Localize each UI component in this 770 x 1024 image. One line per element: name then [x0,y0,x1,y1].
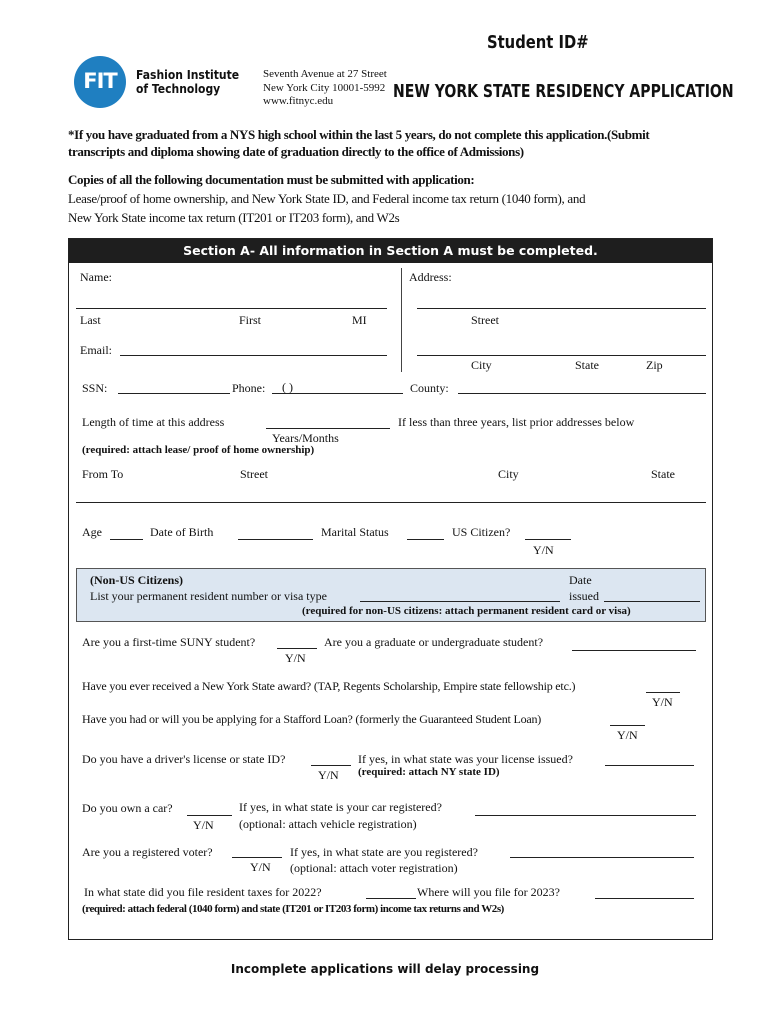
car-input[interactable] [187,815,232,816]
phone-label: Phone: [232,381,266,395]
city-label: City [471,358,492,372]
address-line3: www.fitnyc.edu [263,95,334,107]
license-input[interactable] [311,765,351,766]
years-months-label: Years/Months [272,431,339,445]
institute-line1: Fashion Institute [136,68,240,82]
first-name-label: First [239,313,262,327]
last-name-label: Last [80,313,101,327]
age-input[interactable] [110,539,143,540]
car-state-question: If yes, in what state is your car registered? [239,800,442,814]
issued-label: issued [569,589,599,603]
car-state-input[interactable] [475,815,696,816]
citizen-yn: Y/N [533,543,554,557]
non-us-required-note: (required for non-US citizens: attach permanent resident card or visa) [302,605,631,617]
state-label: State [575,358,599,372]
taxes-2023-input[interactable] [595,898,694,899]
voter-state-question: If yes, in what state are you registered? [290,845,478,859]
ssn-label: SSN: [82,381,108,395]
grad-question: Are you a graduate or undergraduate student? [324,635,544,649]
docs-line2: New York State income tax return (IT201 or IT203 form), and W2s [68,210,400,225]
citizen-input[interactable] [525,539,571,540]
docs-heading: Copies of all the following documentation must be submitted with application: [68,172,475,187]
date-label: Date [569,573,592,587]
non-us-heading: (Non-US Citizens) [90,573,183,587]
dob-input[interactable] [238,539,313,540]
stafford-question: Have you had or will you be applying for a Stafford Loan? (formerly the Guaranteed Student Loan) [82,712,542,726]
date-issued-input[interactable] [604,601,700,602]
institute-name [136,68,239,96]
suny-yn: Y/N [285,651,306,665]
voter-question: Are you a registered voter? [82,845,213,859]
city-state-zip-input[interactable] [417,355,706,356]
suny-input[interactable] [277,648,317,649]
marital-label: Marital Status [321,525,389,539]
section-a-banner: Section A- All information in Section A must be completed. [69,239,712,263]
license-yn: Y/N [318,768,339,782]
county-input[interactable] [458,393,706,394]
lease-required-note: (required: attach lease/ proof of home ownership) [82,444,315,456]
voter-optional-note: (optional: attach voter registration) [290,861,458,875]
stafford-yn: Y/N [617,728,638,742]
street-input[interactable] [417,308,706,309]
car-yn: Y/N [193,818,214,832]
length-input[interactable] [266,428,390,429]
phone-parens: ( ) [282,380,293,394]
marital-input[interactable] [407,539,444,540]
award-input[interactable] [646,692,680,693]
length-label: Length of time at this address [82,415,225,429]
institute-line2: of Technology [136,82,221,96]
prior-address-input[interactable] [76,502,706,503]
award-question: Have you ever received a New York State award? (TAP, Regents Scholarship, Empire state fellowship etc.) [82,679,576,693]
voter-state-input[interactable] [510,857,694,858]
prior-state-label: State [651,467,675,481]
institute-address [263,68,387,109]
license-question: Do you have a driver's license or state ID? [82,752,286,766]
name-label: Name: [80,270,112,284]
voter-input[interactable] [232,857,282,858]
taxes-question-2023: Where will you file for 2023? [417,885,560,899]
graduation-note [68,126,649,160]
docs-line1: Lease/proof of home ownership, and New York State ID, and Federal income tax return (1040 form), and [68,191,586,206]
license-required-note: (required: attach NY state ID) [358,766,500,778]
address-label: Address: [409,270,452,284]
logo-text: FIT [83,69,117,93]
documentation-block [68,170,585,227]
address-line2: New York City 10001-5992 [263,81,386,94]
email-input[interactable] [120,355,387,356]
student-id-label: Student ID# [487,32,589,53]
taxes-required-note: (required: attach federal (1040 form) and state (IT201 or IT203 form) income tax returns and W2s) [82,903,504,915]
suny-question: Are you a first-time SUNY student? [82,635,256,649]
voter-yn: Y/N [250,860,271,874]
note-line2: transcripts and diploma showing date of graduation directly to the office of Admissions) [68,144,524,159]
prior-city-label: City [498,467,519,481]
license-state-question: If yes, in what state was your license issued? [358,752,573,766]
incomplete-warning: Incomplete applications will delay processing [230,962,540,976]
form-title: NEW YORK STATE RESIDENCY APPLICATION [393,81,734,102]
from-to-label: From To [82,467,124,481]
stafford-input[interactable] [610,725,645,726]
street-label: Street [471,313,499,327]
age-label: Age [82,525,102,539]
car-optional-note: (optional: attach vehicle registration) [239,817,417,831]
award-yn: Y/N [652,695,673,709]
if-less-label: If less than three years, list prior addresses below [398,415,635,429]
column-divider [401,268,402,372]
middle-initial-label: MI [352,313,367,327]
taxes-question: In what state did you file resident taxes for 2022? [84,885,322,899]
email-label: Email: [80,343,112,357]
address-line1: Seventh Avenue at 27 Street [263,68,387,80]
name-input[interactable] [76,308,387,309]
dob-label: Date of Birth [150,525,214,539]
citizen-label: US Citizen? [452,525,511,539]
license-state-input[interactable] [605,765,694,766]
note-line1: *If you have graduated from a NYS high school within the last 5 years, do not complete this application.(Submit [68,127,650,142]
zip-label: Zip [646,358,663,372]
car-question: Do you own a car? [82,801,173,815]
grad-input[interactable] [572,650,696,651]
county-label: County: [410,381,449,395]
non-us-prompt: List your permanent resident number or visa type [90,589,327,603]
taxes-2022-input[interactable] [366,898,416,899]
ssn-input[interactable] [118,393,230,394]
fit-logo-icon [74,56,126,108]
prior-street-label: Street [240,467,268,481]
resident-number-input[interactable] [360,601,560,602]
